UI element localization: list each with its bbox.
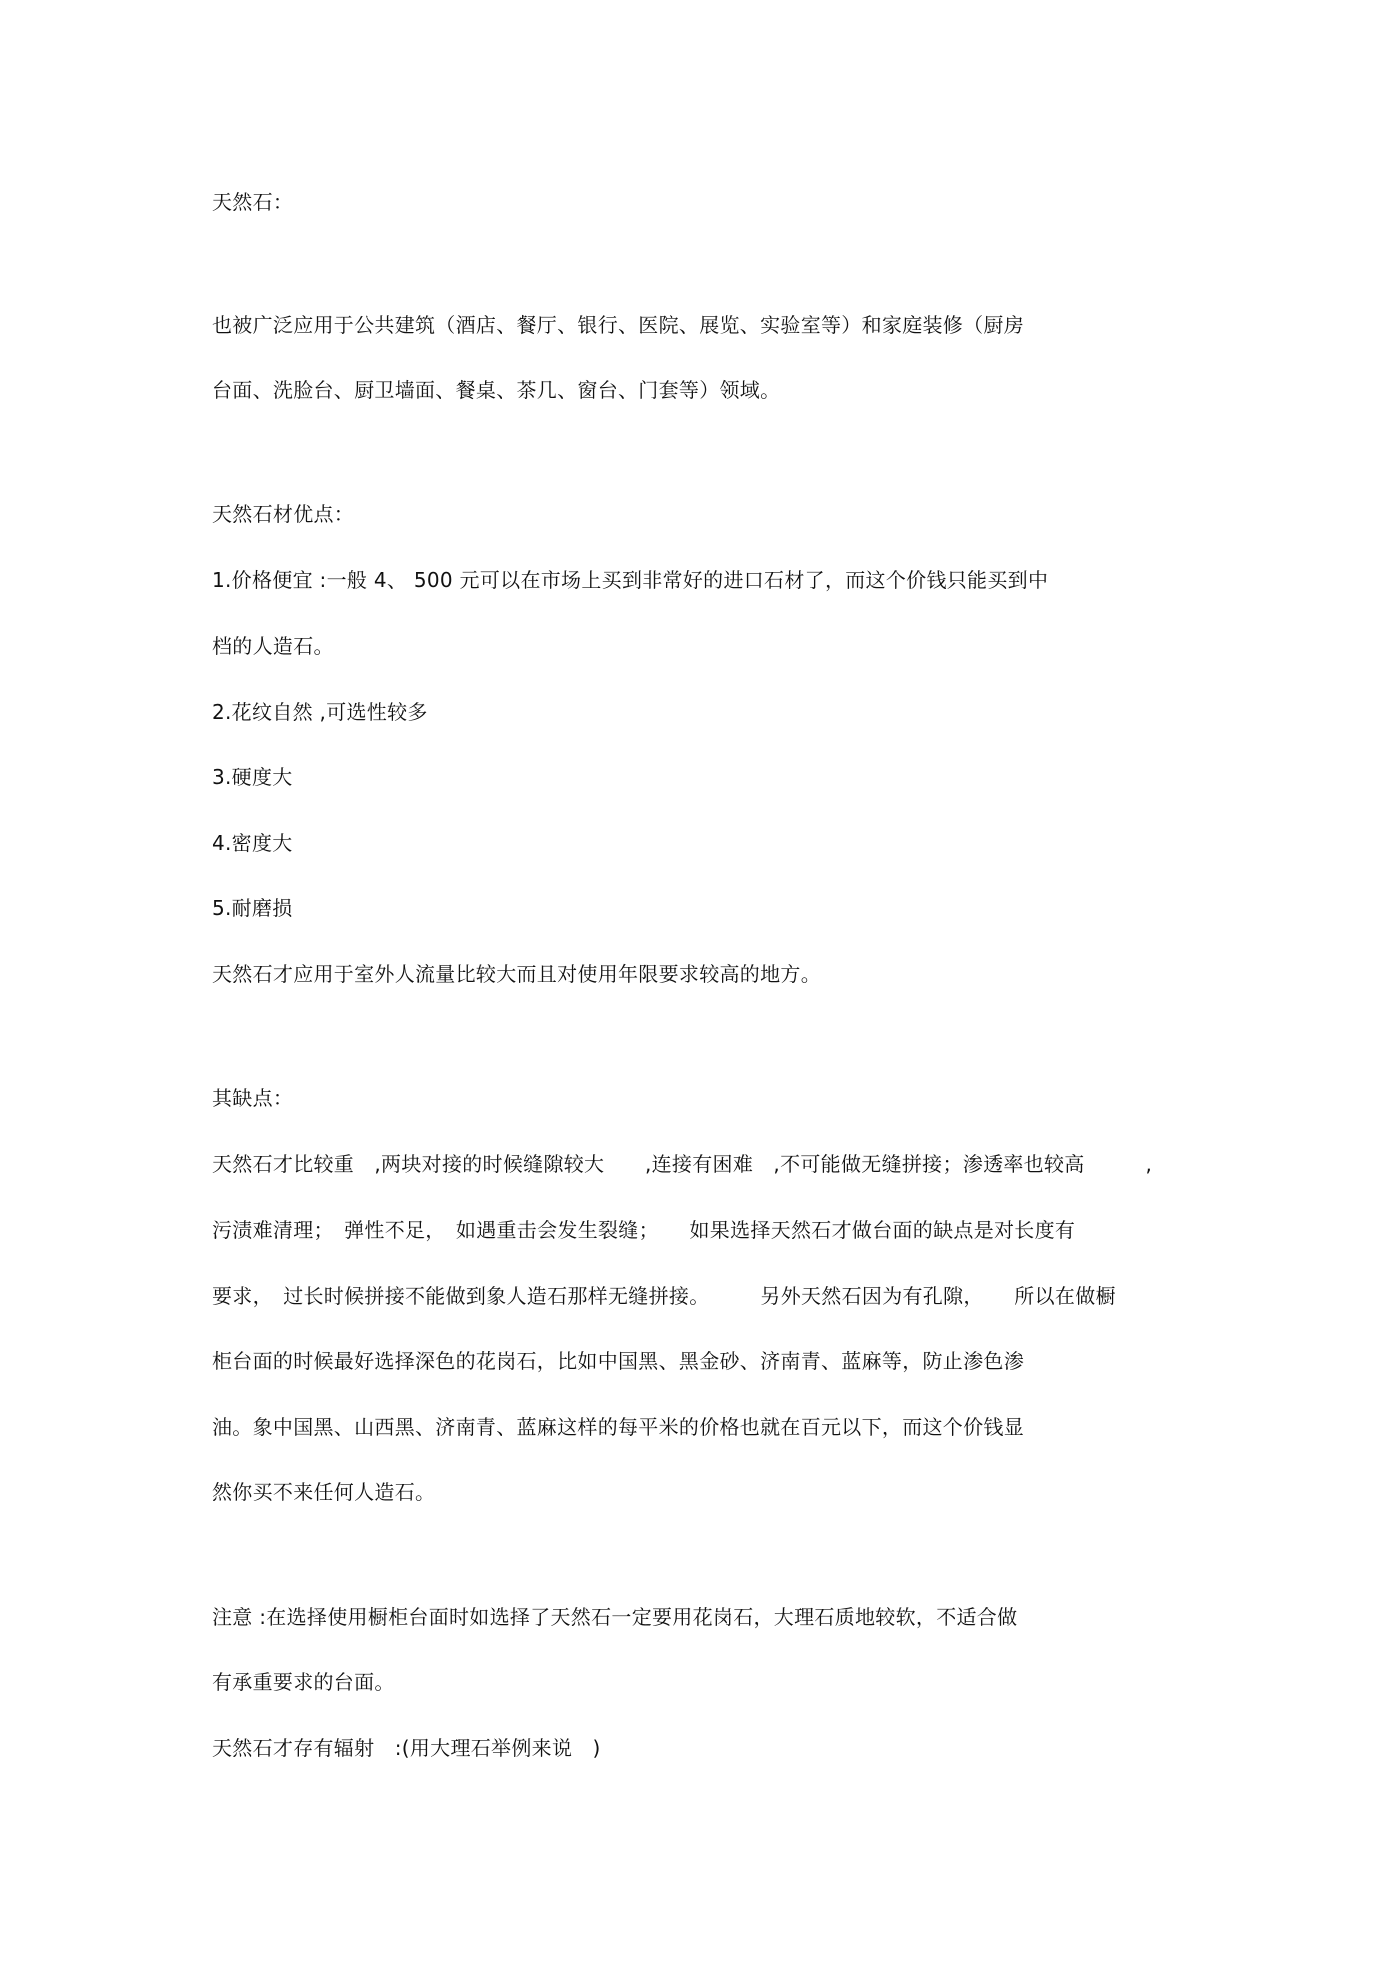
note-line: 注意 :在选择使用橱柜台面时如选择了天然石一定要用花岗石，大理石质地较软，不适合做	[212, 1605, 1018, 1629]
paragraph-line: 污渍难清理； 弹性不足， 如遇重击会发生裂缝； 如果选择天然石才做台面的缺点是对长度有	[212, 1218, 1076, 1242]
heading-disadvantages: 其缺点：	[212, 1086, 294, 1110]
paragraph-line: 天然石才比较重 ,两块对接的时候缝隙较大 ,连接有困难 ,不可能做无缝拼接；渗透率也较高 ,	[212, 1152, 1153, 1176]
paragraph-line: 台面、洗脸台、厨卫墙面、餐桌、茶几、窗台、门套等）领域。	[212, 378, 781, 402]
paragraph-line: 柜台面的时候最好选择深色的花岗石，比如中国黑、黑金砂、济南青、蓝麻等，防止渗色渗	[212, 1349, 1024, 1373]
paragraph-line: 也被广泛应用于公共建筑（酒店、餐厅、银行、医院、展览、实验室等）和家庭装修（厨房	[212, 313, 1024, 337]
paragraph-line: 天然石才应用于室外人流量比较大而且对使用年限要求较高的地方。	[212, 962, 821, 986]
list-item-5: 5.耐磨损	[212, 896, 293, 920]
list-item-1: 1.价格便宜 :一般 4、 500 元可以在市场上买到非常好的进口石材了，而这个价钱只能买到中	[212, 568, 1049, 592]
list-item-4: 4.密度大	[212, 831, 293, 855]
note-line: 有承重要求的台面。	[212, 1670, 395, 1694]
heading-natural-stone: 天然石：	[212, 190, 294, 214]
paragraph-line: 然你买不来任何人造石。	[212, 1480, 436, 1504]
list-item-3: 3.硬度大	[212, 765, 293, 789]
paragraph-line: 天然石才存有辐射 :(用大理石举例来说 )	[212, 1736, 601, 1760]
list-item-2: 2.花纹自然 ,可选性较多	[212, 700, 428, 724]
heading-advantages: 天然石材优点：	[212, 502, 355, 526]
list-item-1-continued: 档的人造石。	[212, 634, 334, 658]
paragraph-line: 油。象中国黑、山西黑、济南青、蓝麻这样的每平米的价格也就在百元以下，而这个价钱显	[212, 1415, 1024, 1439]
paragraph-line: 要求， 过长时候拼接不能做到象人造石那样无缝拼接。 另外天然石因为有孔隙， 所以在做橱	[212, 1284, 1116, 1308]
